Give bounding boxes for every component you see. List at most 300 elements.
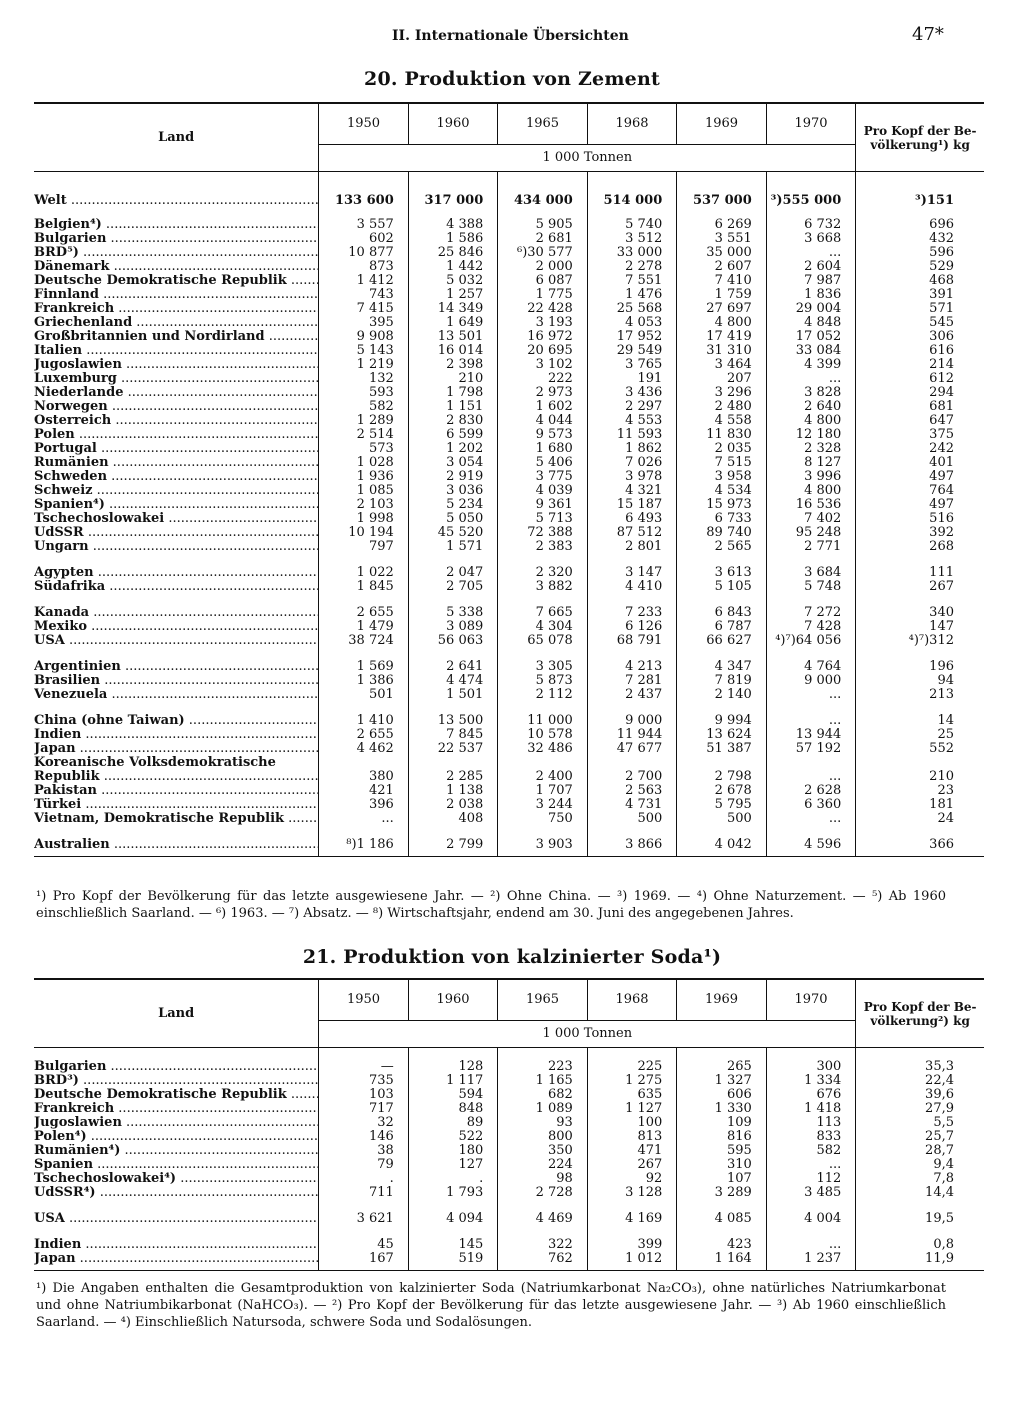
value-cell xyxy=(498,756,588,770)
value-cell xyxy=(766,756,856,770)
value-cell: 167 xyxy=(319,1252,409,1266)
table-row xyxy=(34,620,984,634)
country-name: Welt ..... xyxy=(34,184,319,218)
value-cell: 15 973 xyxy=(677,498,767,512)
value-cell: 750 xyxy=(498,812,588,826)
per-capita-cell: 19,5 xyxy=(856,1212,984,1226)
country-name: Japan ..... xyxy=(34,1252,319,1266)
value-cell: 16 014 xyxy=(408,344,498,358)
value-cell: 3 128 xyxy=(587,1186,677,1200)
per-capita-cell: 27,9 xyxy=(856,1102,984,1116)
value-cell: 676 xyxy=(766,1088,856,1102)
table-row xyxy=(34,1074,984,1088)
table-row xyxy=(34,756,984,770)
per-capita-cell: 516 xyxy=(856,512,984,526)
value-cell: 25 568 xyxy=(587,302,677,316)
value-cell: 2 038 xyxy=(408,798,498,812)
per-capita-cell: 571 xyxy=(856,302,984,316)
value-cell: 2 655 xyxy=(319,728,409,742)
value-cell: 380 xyxy=(319,770,409,784)
country-name: Tschechoslowakei ..... xyxy=(34,512,319,526)
value-cell: 13 500 xyxy=(408,714,498,728)
value-cell: 1 649 xyxy=(408,316,498,330)
table-row xyxy=(34,798,984,812)
value-cell: 5 105 xyxy=(677,580,767,594)
value-cell: 1 998 xyxy=(319,512,409,526)
table-row xyxy=(34,1172,984,1186)
value-cell: 51 387 xyxy=(677,742,767,756)
value-cell: 16 972 xyxy=(498,330,588,344)
value-cell: 395 xyxy=(319,316,409,330)
table-row xyxy=(34,1088,984,1102)
per-capita-cell: 616 xyxy=(856,344,984,358)
value-cell: 2 000 xyxy=(498,260,588,274)
value-cell: . xyxy=(319,1172,409,1186)
column-header-year: 1968 xyxy=(587,103,677,145)
table-row xyxy=(34,812,984,826)
table-row xyxy=(34,742,984,756)
value-cell: 2 035 xyxy=(677,442,767,456)
value-cell: 3 557 xyxy=(319,218,409,232)
row-spacer xyxy=(34,826,984,838)
value-cell: 2 700 xyxy=(587,770,677,784)
value-cell: 2 628 xyxy=(766,784,856,798)
per-capita-cell: 28,7 xyxy=(856,1144,984,1158)
per-capita-cell: 306 xyxy=(856,330,984,344)
value-cell: 127 xyxy=(408,1158,498,1172)
value-cell: 2 320 xyxy=(498,566,588,580)
value-cell: 89 740 xyxy=(677,526,767,540)
country-name: Großbritannien und Nordirland ..... xyxy=(34,330,319,344)
value-cell: 2 801 xyxy=(587,540,677,554)
country-name: Indien ..... xyxy=(34,728,319,742)
value-cell: 45 xyxy=(319,1238,409,1252)
value-cell: 300 xyxy=(766,1060,856,1074)
value-cell: 735 xyxy=(319,1074,409,1088)
value-cell: 1 707 xyxy=(498,784,588,798)
value-cell: 16 536 xyxy=(766,498,856,512)
value-cell: 3 193 xyxy=(498,316,588,330)
value-cell: 3 996 xyxy=(766,470,856,484)
value-cell: 6 732 xyxy=(766,218,856,232)
value-cell: 4 094 xyxy=(408,1212,498,1226)
value-cell: 396 xyxy=(319,798,409,812)
value-cell: 3 102 xyxy=(498,358,588,372)
value-cell: 2 400 xyxy=(498,770,588,784)
value-cell: 3 054 xyxy=(408,456,498,470)
value-cell: 1 759 xyxy=(677,288,767,302)
value-cell: 3 978 xyxy=(587,470,677,484)
value-cell: 13 944 xyxy=(766,728,856,742)
value-cell: 3 296 xyxy=(677,386,767,400)
value-cell: 1 275 xyxy=(587,1074,677,1088)
value-cell: 2 047 xyxy=(408,566,498,580)
per-capita-cell: 22,4 xyxy=(856,1074,984,1088)
value-cell: 45 520 xyxy=(408,526,498,540)
value-cell: 1 836 xyxy=(766,288,856,302)
value-cell: 12 180 xyxy=(766,428,856,442)
value-cell: 95 248 xyxy=(766,526,856,540)
value-cell: 38 xyxy=(319,1144,409,1158)
table-row xyxy=(34,1060,984,1074)
value-cell: 2 480 xyxy=(677,400,767,414)
value-cell: 2 278 xyxy=(587,260,677,274)
country-name: Schweiz ..... xyxy=(34,484,319,498)
country-name: Spanien ..... xyxy=(34,1158,319,1172)
country-name: Republik ..... xyxy=(34,770,319,784)
value-cell: 1 845 xyxy=(319,580,409,594)
table-row xyxy=(34,688,984,702)
per-capita-cell: 39,6 xyxy=(856,1088,984,1102)
value-cell: 423 xyxy=(677,1238,767,1252)
table21-footnote: ¹) Die Angaben enthalten die Gesamtproduktion von kalzinierter Soda (Natriumkarbonat Na₂CO₃), ohne natürliches Natriumkarbonat und ohne Natriumbikarbonat (NaHCO₃). — ²) Pro Kopf der Bevölkerung für das letzte ausgewiesene Jahr. — ³) Ab 1960 einschließlich Saarland. — ⁴) Einschließlich Natursoda, schwere Soda und Sodalösungen. xyxy=(36,1281,946,1330)
value-cell: 6 787 xyxy=(677,620,767,634)
value-cell: 408 xyxy=(408,812,498,826)
value-cell: 14 349 xyxy=(408,302,498,316)
value-cell: 4 042 xyxy=(677,838,767,852)
value-cell: 682 xyxy=(498,1088,588,1102)
value-cell: 2 830 xyxy=(408,414,498,428)
country-name: Luxemburg ..... xyxy=(34,372,319,386)
table-row xyxy=(34,386,984,400)
table-row xyxy=(34,232,984,246)
value-cell: 4 800 xyxy=(766,414,856,428)
value-cell: 132 xyxy=(319,372,409,386)
value-cell: ... xyxy=(766,812,856,826)
per-capita-cell: 94 xyxy=(856,674,984,688)
country-name: Mexiko ..... xyxy=(34,620,319,634)
value-cell: 434 000 xyxy=(498,184,588,218)
value-cell: 1 089 xyxy=(498,1102,588,1116)
value-cell: 2 641 xyxy=(408,660,498,674)
country-name: Ungarn ..... xyxy=(34,540,319,554)
country-name: Ägypten ..... xyxy=(34,566,319,580)
value-cell: 10 877 xyxy=(319,246,409,260)
table21-title: 21. Produktion von kalzinierter Soda¹) xyxy=(302,946,722,968)
per-capita-cell: 401 xyxy=(856,456,984,470)
value-cell: 1 164 xyxy=(677,1252,767,1266)
table-row xyxy=(34,484,984,498)
table-row xyxy=(34,1186,984,1200)
value-cell: 133 600 xyxy=(319,184,409,218)
value-cell: 797 xyxy=(319,540,409,554)
value-cell: 11 830 xyxy=(677,428,767,442)
value-cell: 3 775 xyxy=(498,470,588,484)
table-row xyxy=(34,838,984,852)
value-cell: 9 908 xyxy=(319,330,409,344)
value-cell: 4 321 xyxy=(587,484,677,498)
section-title: II. Internationale Übersichten xyxy=(392,28,629,44)
table-row xyxy=(34,526,984,540)
value-cell: ... xyxy=(766,1158,856,1172)
value-cell: 56 063 xyxy=(408,634,498,648)
value-cell: 7 515 xyxy=(677,456,767,470)
value-cell: 1 327 xyxy=(677,1074,767,1088)
per-capita-cell xyxy=(856,756,984,770)
column-header-year: 1950 xyxy=(319,979,409,1021)
value-cell: 6 269 xyxy=(677,218,767,232)
value-cell: 1 257 xyxy=(408,288,498,302)
value-cell: 4 388 xyxy=(408,218,498,232)
value-cell: 7 026 xyxy=(587,456,677,470)
value-cell: 4 044 xyxy=(498,414,588,428)
value-cell: 128 xyxy=(408,1060,498,1074)
column-header-year: 1960 xyxy=(408,979,498,1021)
value-cell: 4 347 xyxy=(677,660,767,674)
row-spacer xyxy=(34,1266,984,1271)
country-name: Italien ..... xyxy=(34,344,319,358)
value-cell: 5 143 xyxy=(319,344,409,358)
table-row xyxy=(34,1212,984,1226)
value-cell: 4 213 xyxy=(587,660,677,674)
per-capita-cell: 596 xyxy=(856,246,984,260)
per-capita-cell: 14,4 xyxy=(856,1186,984,1200)
value-cell: 4 731 xyxy=(587,798,677,812)
value-cell: 35 000 xyxy=(677,246,767,260)
table-row xyxy=(34,1144,984,1158)
value-cell: 813 xyxy=(587,1130,677,1144)
value-cell: 471 xyxy=(587,1144,677,1158)
value-cell: 5 740 xyxy=(587,218,677,232)
value-cell: 800 xyxy=(498,1130,588,1144)
value-cell: 4 553 xyxy=(587,414,677,428)
value-cell: 3 765 xyxy=(587,358,677,372)
value-cell: 47 677 xyxy=(587,742,677,756)
country-name: Pakistan ..... xyxy=(34,784,319,798)
value-cell: 2 565 xyxy=(677,540,767,554)
per-capita-cell: 294 xyxy=(856,386,984,400)
value-cell: 2 437 xyxy=(587,688,677,702)
value-cell: ... xyxy=(766,770,856,784)
value-cell: 1 862 xyxy=(587,442,677,456)
value-cell: 5 234 xyxy=(408,498,498,512)
per-capita-cell: 23 xyxy=(856,784,984,798)
value-cell: ... xyxy=(319,812,409,826)
country-name: Rumänien⁴) ..... xyxy=(34,1144,319,1158)
value-cell: 20 695 xyxy=(498,344,588,358)
value-cell: 1 117 xyxy=(408,1074,498,1088)
value-cell: 9 994 xyxy=(677,714,767,728)
per-capita-cell: 267 xyxy=(856,580,984,594)
country-name: Tschechoslowakei⁴) ..... xyxy=(34,1172,319,1186)
per-capita-cell: 681 xyxy=(856,400,984,414)
per-capita-cell: 0,8 xyxy=(856,1238,984,1252)
country-name: Norwegen ..... xyxy=(34,400,319,414)
value-cell: 7 402 xyxy=(766,512,856,526)
table-row xyxy=(34,1252,984,1266)
value-cell: 3 684 xyxy=(766,566,856,580)
country-name: Polen ..... xyxy=(34,428,319,442)
country-name: Finnland ..... xyxy=(34,288,319,302)
per-capita-cell: 268 xyxy=(856,540,984,554)
value-cell: 762 xyxy=(498,1252,588,1266)
per-capita-cell: 468 xyxy=(856,274,984,288)
value-cell: 9 361 xyxy=(498,498,588,512)
column-header-per-capita: Pro Kopf der Be-völkerung²) kg xyxy=(856,979,984,1048)
value-cell: 1 386 xyxy=(319,674,409,688)
value-cell: 833 xyxy=(766,1130,856,1144)
value-cell: 5 873 xyxy=(498,674,588,688)
table-row xyxy=(34,316,984,330)
value-cell: 602 xyxy=(319,232,409,246)
value-cell: 743 xyxy=(319,288,409,302)
value-cell: 9 573 xyxy=(498,428,588,442)
column-header-year: 1969 xyxy=(677,979,767,1021)
page-header xyxy=(0,24,1024,48)
per-capita-cell: 147 xyxy=(856,620,984,634)
value-cell: 1 476 xyxy=(587,288,677,302)
value-cell: 6 599 xyxy=(408,428,498,442)
country-name: Polen⁴) ..... xyxy=(34,1130,319,1144)
per-capita-cell: 391 xyxy=(856,288,984,302)
row-spacer xyxy=(34,172,984,184)
value-cell: 5 748 xyxy=(766,580,856,594)
table-row xyxy=(34,344,984,358)
value-cell: 3 668 xyxy=(766,232,856,246)
value-cell: 2 563 xyxy=(587,784,677,798)
value-cell: 1 289 xyxy=(319,414,409,428)
per-capita-cell: 25 xyxy=(856,728,984,742)
per-capita-cell: 647 xyxy=(856,414,984,428)
row-spacer xyxy=(34,594,984,606)
per-capita-cell: ⁴)⁷)312 xyxy=(856,634,984,648)
per-capita-cell: 7,8 xyxy=(856,1172,984,1186)
table-row xyxy=(34,606,984,620)
per-capita-cell: 340 xyxy=(856,606,984,620)
per-capita-cell: 214 xyxy=(856,358,984,372)
row-spacer xyxy=(34,852,984,857)
country-name: Frankreich ..... xyxy=(34,1102,319,1116)
value-cell: 224 xyxy=(498,1158,588,1172)
country-name: BRD⁵) ..... xyxy=(34,246,319,260)
page-number: 47* xyxy=(912,24,944,45)
value-cell: 1 501 xyxy=(408,688,498,702)
country-name: Frankreich ..... xyxy=(34,302,319,316)
value-cell: 1 237 xyxy=(766,1252,856,1266)
column-header-year: 1970 xyxy=(766,103,856,145)
value-cell: 7 845 xyxy=(408,728,498,742)
value-cell: 7 410 xyxy=(677,274,767,288)
value-cell: 2 285 xyxy=(408,770,498,784)
value-cell xyxy=(319,756,409,770)
table-row xyxy=(34,260,984,274)
value-cell: 514 000 xyxy=(587,184,677,218)
value-cell: 2 514 xyxy=(319,428,409,442)
value-cell: 1 202 xyxy=(408,442,498,456)
value-cell: 3 551 xyxy=(677,232,767,246)
value-cell: 7 281 xyxy=(587,674,677,688)
value-cell: 3 903 xyxy=(498,838,588,852)
table-row xyxy=(34,414,984,428)
table-row xyxy=(34,1238,984,1252)
value-cell: 10 578 xyxy=(498,728,588,742)
row-spacer xyxy=(34,648,984,660)
value-cell: 2 640 xyxy=(766,400,856,414)
column-header-per-capita: Pro Kopf der Be-völkerung¹) kg xyxy=(856,103,984,172)
value-cell: 2 973 xyxy=(498,386,588,400)
value-cell: 2 297 xyxy=(587,400,677,414)
value-cell: 2 798 xyxy=(677,770,767,784)
value-cell: 2 103 xyxy=(319,498,409,512)
table-row xyxy=(34,714,984,728)
value-cell: 79 xyxy=(319,1158,409,1172)
value-cell: 310 xyxy=(677,1158,767,1172)
value-cell: 582 xyxy=(766,1144,856,1158)
value-cell: 1 569 xyxy=(319,660,409,674)
value-cell: 594 xyxy=(408,1088,498,1102)
value-cell: 191 xyxy=(587,372,677,386)
country-name: Belgien⁴) ..... xyxy=(34,218,319,232)
per-capita-cell: 35,3 xyxy=(856,1060,984,1074)
table-row xyxy=(34,1158,984,1172)
value-cell: 5 050 xyxy=(408,512,498,526)
country-name: Südafrika ..... xyxy=(34,580,319,594)
value-cell: 222 xyxy=(498,372,588,386)
table-row xyxy=(34,302,984,316)
row-spacer xyxy=(34,1226,984,1238)
value-cell xyxy=(408,756,498,770)
value-cell: 717 xyxy=(319,1102,409,1116)
table20-footnote: ¹) Pro Kopf der Bevölkerung für das letzte ausgewiesene Jahr. — ²) Ohne China. — ³) 1969. — ⁴) Ohne Naturzement. — ⁵) Ab 1960 einschließlich Saarland. — ⁶) 1963. — ⁷) Absatz. — ⁸) Wirtschaftsjahr, endend am 30. Juni des angegebenen Jahres. xyxy=(36,889,946,921)
value-cell: 500 xyxy=(587,812,677,826)
value-cell: 4 764 xyxy=(766,660,856,674)
value-cell: 848 xyxy=(408,1102,498,1116)
value-cell: 22 428 xyxy=(498,302,588,316)
value-cell: 711 xyxy=(319,1186,409,1200)
value-cell: 1 410 xyxy=(319,714,409,728)
per-capita-cell: 11,9 xyxy=(856,1252,984,1266)
value-cell: 3 512 xyxy=(587,232,677,246)
value-cell: 4 399 xyxy=(766,358,856,372)
value-cell: 89 xyxy=(408,1116,498,1130)
value-cell: 5 795 xyxy=(677,798,767,812)
per-capita-cell: 14 xyxy=(856,714,984,728)
value-cell: 32 xyxy=(319,1116,409,1130)
value-cell: 98 xyxy=(498,1172,588,1186)
value-cell: 4 469 xyxy=(498,1212,588,1226)
value-cell: ... xyxy=(766,246,856,260)
value-cell: 4 474 xyxy=(408,674,498,688)
value-cell: 4 558 xyxy=(677,414,767,428)
value-cell: 6 360 xyxy=(766,798,856,812)
value-cell: 7 665 xyxy=(498,606,588,620)
country-name: Türkei ..... xyxy=(34,798,319,812)
value-cell: 7 987 xyxy=(766,274,856,288)
value-cell: 1 085 xyxy=(319,484,409,498)
value-cell: 5 713 xyxy=(498,512,588,526)
column-header-year: 1968 xyxy=(587,979,677,1021)
value-cell: 27 697 xyxy=(677,302,767,316)
value-cell: 10 194 xyxy=(319,526,409,540)
table-row xyxy=(34,456,984,470)
country-name: UdSSR⁴) ..... xyxy=(34,1186,319,1200)
value-cell: 399 xyxy=(587,1238,677,1252)
table-row xyxy=(34,274,984,288)
per-capita-cell: ³)151 xyxy=(856,184,984,218)
value-cell: 25 846 xyxy=(408,246,498,260)
value-cell: 3 828 xyxy=(766,386,856,400)
table-row xyxy=(34,566,984,580)
value-cell: 13 501 xyxy=(408,330,498,344)
per-capita-cell: 210 xyxy=(856,770,984,784)
value-cell: 1 412 xyxy=(319,274,409,288)
per-capita-cell: 181 xyxy=(856,798,984,812)
value-cell: 1 138 xyxy=(408,784,498,798)
value-cell: 107 xyxy=(677,1172,767,1186)
value-cell: 4 304 xyxy=(498,620,588,634)
value-cell: 500 xyxy=(677,812,767,826)
value-cell: 3 436 xyxy=(587,386,677,400)
